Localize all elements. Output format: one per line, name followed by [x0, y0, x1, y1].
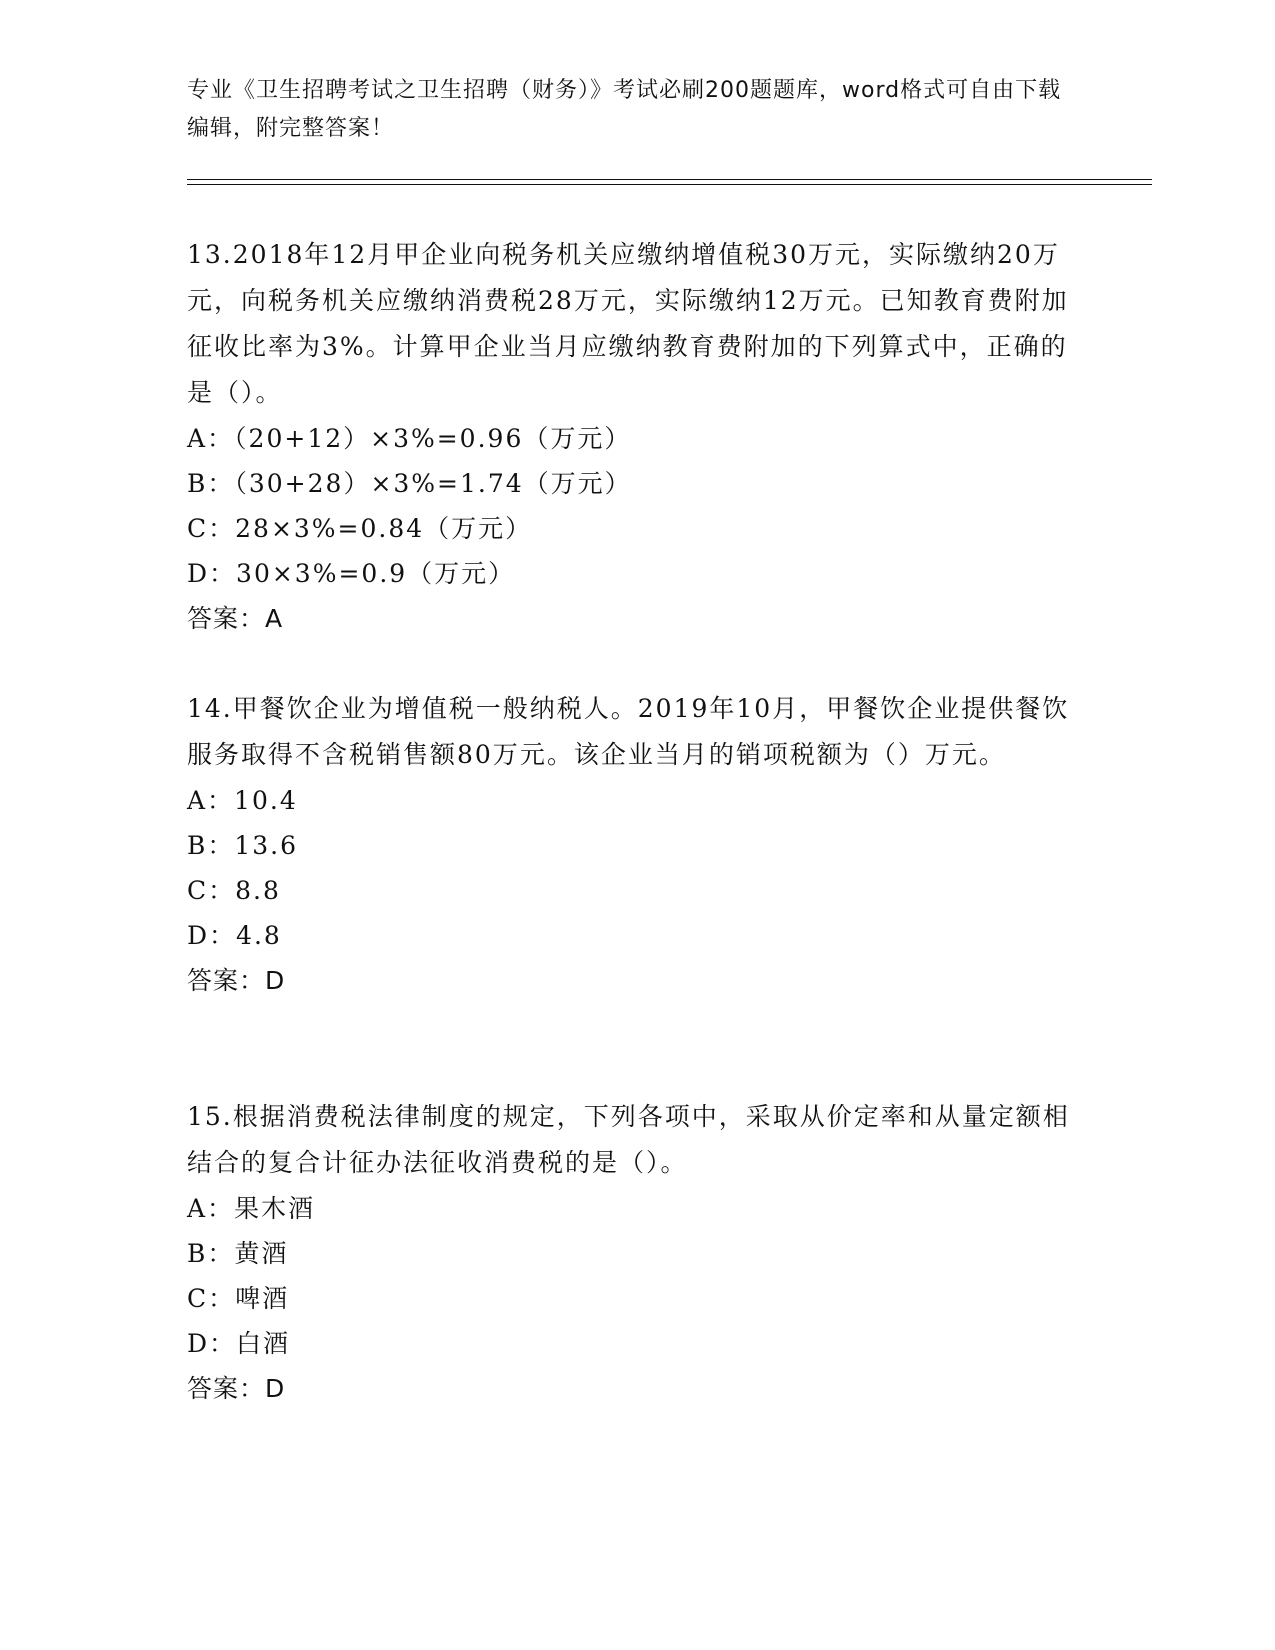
question-text: 14.甲餐饮企业为增值税一般纳税人。2019年10月，甲餐饮企业提供餐饮服务取得不含税销售额80万元。该企业当月的销项税额为（）万元。	[187, 694, 1070, 769]
option-c: C：啤酒	[187, 1284, 290, 1313]
answer: 答案：A	[187, 604, 284, 633]
question-14	[187, 686, 1077, 1004]
question-13	[187, 232, 1077, 642]
option-c: C：28×3%=0.84（万元）	[187, 514, 533, 543]
option-b: B：（30+28）×3%=1.74（万元）	[187, 469, 632, 498]
question-text: 15.根据消费税法律制度的规定，下列各项中，采取从价定率和从量定额相结合的复合计征办法征收消费税的是（）。	[187, 1102, 1070, 1177]
option-a: A：10.4	[187, 786, 298, 815]
option-b: B：黄酒	[187, 1239, 289, 1268]
option-a: A：（20+12）×3%=0.96（万元）	[187, 424, 632, 453]
answer: 答案：D	[187, 966, 286, 995]
option-d: D：白酒	[187, 1329, 291, 1358]
option-d: D：4.8	[187, 921, 282, 950]
answer: 答案：D	[187, 1374, 286, 1403]
header-divider-bottom	[187, 184, 1152, 185]
question-text: 13.2018年12月甲企业向税务机关应缴纳增值税30万元，实际缴纳20万元，向税务机关应缴纳消费税28万元，实际缴纳12万元。已知教育费附加征收比率为3%。计算甲企业当月应缴纳教育费附加的下列算式中，正确的是（）。	[187, 240, 1069, 407]
option-d: D：30×3%=0.9（万元）	[187, 559, 516, 588]
header-divider-top	[187, 179, 1152, 180]
option-a: A：果木酒	[187, 1194, 316, 1223]
option-b: B：13.6	[187, 831, 299, 860]
document-header: 专业《卫生招聘考试之卫生招聘（财务）》考试必刷200题题库，word格式可自由下载编辑，附完整答案！	[187, 78, 1062, 141]
question-15	[187, 1094, 1077, 1412]
option-c: C：8.8	[187, 876, 281, 905]
